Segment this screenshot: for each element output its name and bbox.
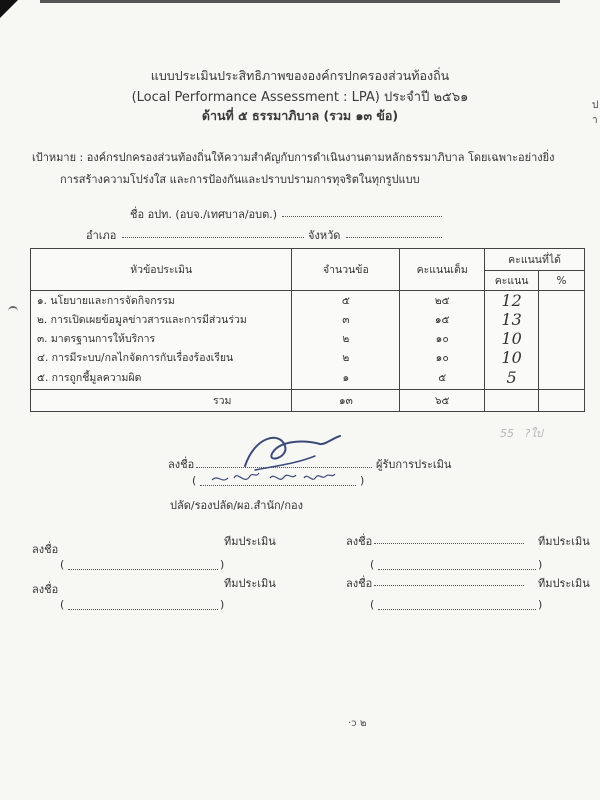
position-label: ปลัด/รองปลัด/ผอ.สำนัก/กอง [170, 499, 303, 512]
row-percent[interactable] [539, 348, 585, 367]
form-subtitle: (Local Performance Assessment : LPA) ประจำปี ๒๕๖๑ [131, 90, 469, 105]
row-count: ๓ [292, 310, 400, 329]
score-table [30, 248, 585, 412]
header-full-score: คะแนนเต็ม [400, 249, 485, 291]
header-percent: % [539, 271, 585, 291]
table-row [31, 310, 585, 329]
row-count: ๒ [292, 348, 400, 367]
team4-sign-label: ลงชื่อ [346, 577, 373, 590]
header-score-obtained: คะแนนที่ได้ [485, 249, 585, 271]
scan-corner-mark [0, 0, 18, 18]
total-count: ๑๓ [292, 389, 400, 411]
row-score[interactable]: 10 [485, 348, 539, 367]
team2-sign-field[interactable] [374, 543, 524, 544]
team3-sign-label: ลงชื่อ [32, 583, 59, 596]
team1-team-label: ทีมประเมิน [224, 535, 276, 548]
team1-name-close: ) [220, 558, 225, 571]
scan-top-edge [40, 0, 560, 3]
row-count: ๕ [292, 291, 400, 311]
row-count: ๑ [292, 367, 400, 389]
team3-name-paren: ( [60, 598, 65, 611]
team4-name-close: ) [538, 598, 543, 611]
row-percent[interactable] [539, 310, 585, 329]
district-label: อำเภอ [86, 229, 117, 242]
province-label: จังหวัด [308, 229, 341, 242]
team1-name-field[interactable] [68, 569, 218, 570]
assessee-name-close-paren: ) [360, 474, 365, 487]
row-topic: ๒. การเปิดเผยข้อมูลข่าวสารและการมีส่วนร่วม [31, 310, 292, 329]
team2-name-field[interactable] [378, 569, 536, 570]
team3-team-label: ทีมประเมิน [224, 577, 276, 590]
row-score[interactable]: 13 [485, 310, 539, 329]
team1-name-paren: ( [60, 558, 65, 571]
objective-line-1: เป้าหมาย : องค์กรปกครองส่วนท้องถิ่นให้ความสำคัญกับการดำเนินงานตามหลักธรรมาภิบาล โดยเฉพาะอย่างยิ่ง [32, 151, 555, 164]
assessee-name-open-paren: ( [192, 474, 197, 487]
team4-team-label: ทีมประเมิน [538, 577, 590, 590]
row-full: ๒๕ [400, 291, 485, 311]
row-percent[interactable] [539, 329, 585, 348]
row-topic: ๓. มาตรฐานการให้บริการ [31, 329, 292, 348]
punch-hole-mark [8, 306, 18, 314]
table-total-row [31, 389, 585, 411]
team3-name-field[interactable] [68, 609, 218, 610]
header-topic: หัวข้อประเมิน [31, 249, 292, 291]
row-full: ๑๕ [400, 310, 485, 329]
page-edge-text: ป า [592, 100, 599, 126]
form-section-title: ด้านที่ ๕ ธรรมาภิบาล (รวม ๑๓ ข้อ) [201, 108, 399, 123]
row-score[interactable]: 12 [485, 291, 539, 311]
objective-line-2: การสร้างความโปร่งใส และการป้องกันและปราบปรามการทุจริตในทุกรูปแบบ [60, 173, 420, 186]
bleed-through-mark: 55 ?​ใป [500, 427, 543, 440]
assessee-label: ผู้รับการประเมิน [376, 458, 452, 471]
row-full: ๑๐ [400, 348, 485, 367]
team4-name-paren: ( [370, 598, 375, 611]
team4-name-field[interactable] [378, 609, 536, 610]
district-field[interactable] [122, 237, 304, 238]
header-count: จำนวนข้อ [292, 249, 400, 291]
row-score[interactable]: 5 [485, 367, 539, 389]
org-name-label: ชื่อ อปท. (อบจ./เทศบาล/อบต.) [130, 208, 278, 221]
team2-sign-label: ลงชื่อ [346, 535, 373, 548]
row-percent[interactable] [539, 367, 585, 389]
row-topic: ๔. การมีระบบ/กลไกจัดการกับเรื่องร้องเรียน [31, 348, 292, 367]
total-score[interactable] [485, 389, 539, 411]
row-count: ๒ [292, 329, 400, 348]
form-title: แบบประเมินประสิทธิภาพขององค์กรปกครองส่วนท้องถิ่น [150, 68, 450, 83]
total-percent[interactable] [539, 389, 585, 411]
team2-name-close: ) [538, 558, 543, 571]
org-name-field[interactable] [282, 216, 442, 217]
table-row [31, 291, 585, 311]
row-percent[interactable] [539, 291, 585, 311]
handwritten-name [208, 466, 358, 488]
team2-team-label: ทีมประเมิน [538, 535, 590, 548]
row-topic: ๑. นโยบายและการจัดกิจกรรม [31, 291, 292, 311]
table-row [31, 329, 585, 348]
row-score[interactable]: 10 [485, 329, 539, 348]
assessee-sign-label: ลงชื่อ [168, 458, 195, 471]
page-mark: ·ɔ ๒ [348, 718, 367, 729]
team1-sign-label: ลงชื่อ [32, 543, 59, 556]
header-score: คะแนน [485, 271, 539, 291]
table-row [31, 348, 585, 367]
team3-name-close: ) [220, 598, 225, 611]
row-topic: ๕. การถูกชี้มูลความผิด [31, 367, 292, 389]
team4-sign-field[interactable] [374, 585, 524, 586]
row-full: ๑๐ [400, 329, 485, 348]
team2-name-paren: ( [370, 558, 375, 571]
row-full: ๕ [400, 367, 485, 389]
table-row [31, 367, 585, 389]
total-full: ๖๕ [400, 389, 485, 411]
province-field[interactable] [346, 237, 442, 238]
total-label: รวม [31, 389, 292, 411]
